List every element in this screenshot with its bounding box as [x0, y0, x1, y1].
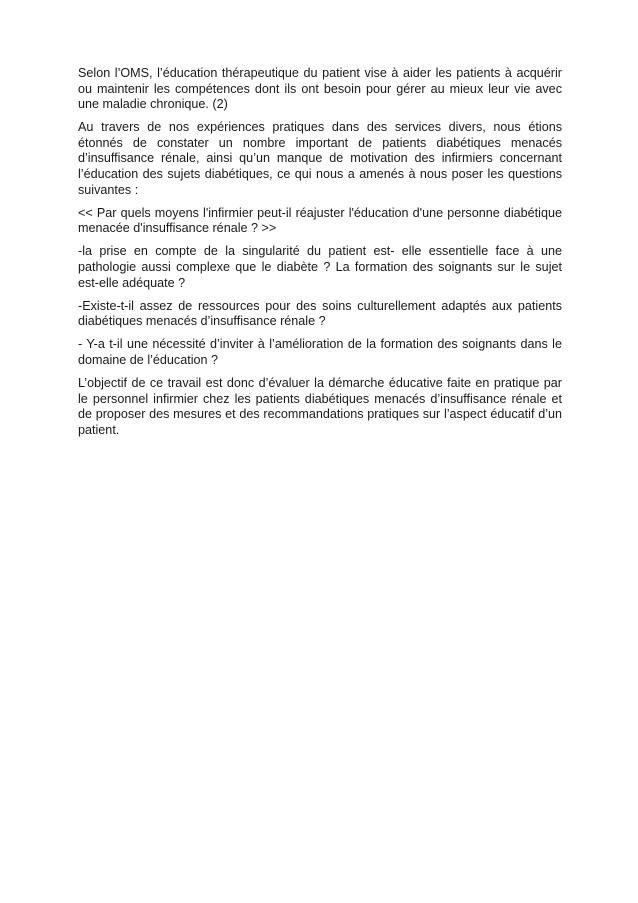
document-body	[78, 66, 562, 446]
paragraph-question-singularity: -la prise en compte de la singularité du patient est- elle essentielle face à une pathologie aussi complexe que le diabète ? La formation des soignants sur le sujet est-elle adéquate ?	[78, 244, 562, 290]
paragraph-objective: L’objectif de ce travail est donc d’évaluer la démarche éducative faite en pratique par le personnel infirmier chez les patients diabétiques menacés d’insuffisance rénale et de proposer des mesures et des recommandations pratiques sur l’aspect éducatif d’un patient.	[78, 376, 562, 437]
paragraph-main-question: << Par quels moyens l'infirmier peut-il réajuster l'éducation d'une personne diabétique menacée d'insuffisance rénale ? >>	[78, 205, 562, 236]
paragraph-question-resources: -Existe-t-il assez de ressources pour des soins culturellement adaptés aux patients diabétiques menacés d’insuffisance rénale ?	[78, 298, 562, 329]
paragraph-oms-definition: Selon l’OMS, l’éducation thérapeutique du patient vise à aider les patients à acquérir ou maintenir les compétences dont ils ont besoin pour gérer au mieux leur vie avec une maladie chronique. (2)	[78, 66, 562, 112]
paragraph-question-training: - Y-a t-il une nécessité d’inviter à l’amélioration de la formation des soignants dans le domaine de l’éducation ?	[78, 337, 562, 367]
paragraph-context: Au travers de nos expériences pratiques dans des services divers, nous étions étonnés de constater un nombre important de patients diabétiques menacés d’insuffisance rénale, ainsi qu’un manque de motivation des infirmiers concernant l’éducation des sujets diabétiques, ce qui nous a amenés à nous poser les questions suivantes :	[78, 120, 562, 197]
